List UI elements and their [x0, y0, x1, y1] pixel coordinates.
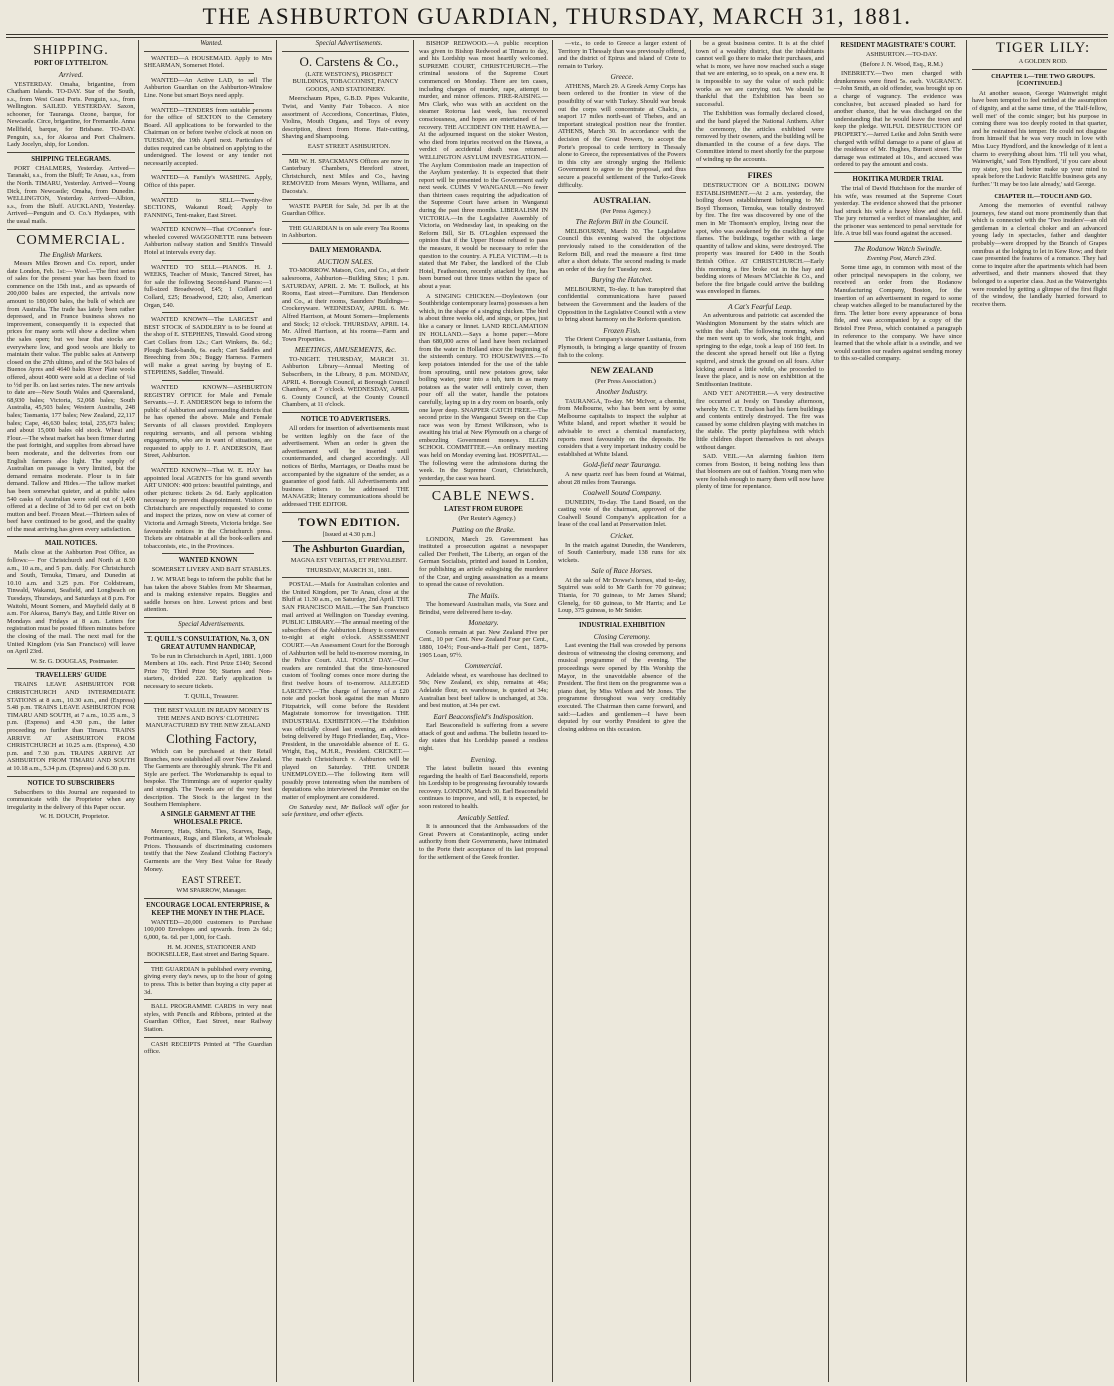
wanted-known-heading: WANTED KNOWN	[178, 557, 238, 565]
column-shipping	[4, 40, 138, 1382]
column-divider	[828, 40, 829, 1382]
travellers-heading: TRAVELLERS' GUIDE	[35, 672, 107, 680]
waste-paper-ad: WASTE PAPER for Sale, 3d. per lb at the Guardian Office.	[282, 202, 409, 218]
monetary-heading: Monetary.	[468, 618, 499, 628]
cricket-text: In the match against Dunedin, the Wanderers, of South Canterbury, made 138 runs for six wickets.	[558, 541, 686, 564]
special-ads-heading: Special Advertisements.	[315, 40, 383, 47]
dateline: THURSDAY, MARCH 31, 1881.	[306, 566, 392, 574]
column-special-ads	[279, 40, 412, 1382]
another-industry-heading: Another Industry.	[596, 387, 648, 397]
latest-europe-heading: LATEST FROM EUROPE	[444, 506, 523, 514]
reform-heading: The Reform Bill in the Council.	[575, 217, 669, 227]
frozen-fish-heading: Frozen Fish.	[603, 325, 641, 335]
travellers-text: TRAINS LEAVE ASHBURTON FOR CHRISTCHURCH AND INTERMEDIATE STATIONS at 8 a.m., 10.30 a.m., and (Express) 5.48 p.m. TRAINS LEAVE ASHBURTON FOR TIMARU AND SOUTH, at 7 a.m., 10.35 a.m., 3 p.m. (Express) and 4.30 p.m., the latter proceeding no further than Timaru. TRAINS ARRIVE AT ASHBURTON FROM CHRISTCHURCH at 10.25 a.m. (Express), 4.30 p.m. and 7.30 p.m. TRAINS ARRIVE AT ASHBURTON FROM TIMARU AND SOUTH at 10.18 a.m., 5.34 p.m. (Express) and 6.30 p.m.	[7, 681, 135, 772]
jones-sign: H. M. JONES, STATIONER AND BOOKSELLER, East street and Baring Square.	[147, 943, 269, 959]
commercial-cable-text: Adelaide wheat, ex warehouse has declined to 50s; New Zealand, ex ship, remains at 46s; Adelaide flour, ex warehouse, is quoted at 34s; Australian best beef tallow is unchanged, at 33s. and best mutton, at 34s per cwt.	[419, 671, 548, 710]
auction-text: TO-MORROW. Matson, Cox, and Co., at their salesrooms, Ashburton—Building Sites; 1 p.m. SATURDAY, APRIL 2. Mr. T. Bullock, at his Rooms, East street—Furniture. Dan Henderson and Co., at their rooms, Saunders' Buildings—Crockeryware. WEDNESDAY, APRIL 6. Mr. Alfred Harrison, at Mount Somers—Implements and Stock; 12 o'clock. THURSDAY, APRIL 14. Mr. Alfred Harrison, at his rooms—Farm and Town Properties.	[282, 267, 409, 343]
rm-court-heading: RESIDENT MAGISTRATE'S COURT.	[840, 42, 956, 49]
coalwell-heading: Coalwell Sound Company.	[582, 488, 662, 498]
wanted-ad: WANTED TO SELL—PIANOS. H. J. WEEKS, Teacher of Music, Tancred Street, has for sale the following Second-hand Pianos:—1 full-sized Broadwood, £45; 1 Collard and Collard, £25; Broadwood, £20; also, American Organ, £40.	[144, 263, 272, 309]
wanted-ad: WANTED—A HOUSEMAID. Apply to Mrs SHEARMAN, Somerset Hotel.	[144, 54, 272, 70]
industrial-exhibition-heading: INDUSTRIAL EXHIBITION	[579, 621, 665, 629]
wanted-ad: WANTED—TENDERS from suitable persons for the office of SEXTON to the Cemetery Board. All applications to be forwarded to the Chairman on or before twelve o'clock at noon on TUESDAY, the 19th April next. Particulars of duties required can be obtained on applying to the undersigned. The lowest or any tender not necessarily accepted.	[144, 106, 272, 167]
evening-text: The latest bulletin issued this evening regarding the health of Earl Beaconsfield, reports his Lordship to be progressing favourably towards recovery. LONDON, March 30. Earl Beaconsfield continues to improve, and will, it is expected, be soon restored to health.	[419, 765, 548, 811]
fire-ivesly-text: AND YET ANOTHER.—A very destructive fire occurred at Ivesly on Tuesday afternoon, whereby Mr. C. T. Dudson had his farm buildings and contents entirely destroyed. The fire was caused by some children playing with matches in the stable. The pretty playfulness with which little children disport themselves is not always without danger.	[696, 390, 824, 451]
commercial-cable-heading: Commercial.	[464, 661, 503, 671]
top-rule-double	[6, 37, 1108, 38]
motto: MAGNA EST VERITAS, ET PREVALEBIT.	[290, 557, 408, 565]
closing-ceremony-heading: Closing Ceremony.	[593, 631, 651, 641]
east-street-heading: EAST STREET.	[181, 875, 242, 886]
editorial-footnote: On Saturday next, Mr Bullock will offer for sale furniture, and other effects.	[282, 803, 409, 819]
editorial-text: POSTAL.—Mails for Australian colonies and the United Kingdom, per Te Anau, close at the Bluff at 11.30 a.m., on Saturday, 2nd April. THE SAN FRANCISCO MAIL.—The San Francisco mail arrived at Wellington on Tuesday evening. PUBLIC LIBRARY.—The annual meeting of the subscribers of the Ashburton Library is convened to-night at eight o'clock. ASSESSMENT COURT.—An Assessment Court for the Borough of Ashburton will be held to-morrow morning, in the Police Court. ALL FOOLS' DAY.—Our readers are reminded that the time-honoured custom of 'fooling' comes once more during the first twelve hours of to-morrow. ALLEGED LARCENY.—The charge of larceny of a £20 note and pocket book against the man Munro Fitzpatrick, will come before the Resident Magistrate tomorrow for investigation. THE INDUSTRIAL EXHIBITION.—The Exhibition was officially closed last evening, an address being delivered by Hugo Friedlander, Esq., Vice-President, in the unavoidable absence of E. G. Wright, Esq., M.H.R., President. CRICKET.—The match Christchurch v. Ashburton will be played on Saturday. THE UNDER UNEMPLOYED.—The following item will possibly prove interesting when the numbers of deputations who interviewed the Premier on the matter of employment are considered.	[282, 581, 409, 801]
cat-leap-text: An adventurous and patriotic cat ascended the Washington Monument by the stairs which are within the shaft. The following morning, when the men went up to work, she took fright, and springing to the edge, took a leap of 160 feet. In the descent she spread herself out like a flying squirrel, and struck the ground on all fours. After kicking around a little while, she proceeded to leave the place, and is now on exhibition at the Smithsonian Institute.	[696, 312, 824, 388]
clothing-text: Which can be purchased at their Retail Branches, now established all over New Zealand. The Garments are thoroughly shrunk. The Fit and Style are perfect. The Workmanship is equal to bespoke. The Trimmings are of superior quality and strength. The Tweeds are of the very best description. The Stock is the largest in the Southern Hemisphere.	[144, 747, 272, 809]
programme-ad: BALL PROGRAMME CARDS in very neat styles, with Pencils and Ribbons, printed at the Guardian Office, East Street, near Railway Station.	[144, 1003, 272, 1033]
notice-advertisers-heading: NOTICE TO ADVERTISERS.	[300, 415, 391, 423]
frozen-fish-text: The Orient Company's steamer Lusitania, from Plymouth, is bringing a large quantity of frozen fish to the colony.	[558, 336, 686, 359]
story-text: At another season, George Wainwright might have been tempted to feel nettled at the assumption of dignity, and at the same time, of the 'Half-fellow, well met' of the comic singer; but his purpose in coming there was too deeply rooted in that quarter, and he restrained his temper. He could not disguise from himself that he was very much in love with Miss Lucy Hyndford, and the knowledge of it lent a charm to everything about him. 'I'll tell you what, Wainwright,' said Tom Hyndford, 'if you care about my sister, you had better make up your mind to speak before the Ludovic Ratcliffe business gets any further.' 'It may be too late already,' said George.	[972, 89, 1107, 188]
markets-heading: The English Markets.	[39, 249, 103, 259]
wanted-ad: WANTED KNOWN—That W. E. HAY has appointed local AGENTS for his grand seventh ART UNION: 400 prizes: beautiful paintings, and other pictures: tickets 2s 6d. Early application necessary to prevent disappointment. Visitors to Christchurch are respectfully requested to come and inspect the prizes, now on view at corner of Victoria and Armagh Streets, Victoria bridge. See favourable notices in the Christchurch press. Tickets are obtainable at all the book-sellers and tobacconists, etc., in the Provinces.	[144, 466, 272, 550]
story-title: TIGER LILY:	[995, 40, 1091, 56]
column-serial-story	[969, 40, 1110, 1382]
hatchet-text: MELBOURNE, To-day. It has transpired that confidential communications have passed between the Government and the leaders of the Opposition in the Legislative Council with a view to bring about harmony on the Reform question.	[558, 285, 686, 324]
greece-text: ATHENS, March 29. A Greek Army Corps has been ordered to the frontier in view of the possibility of war with Turkey. Should war break out the corps will concentrate at Chalcis, a seaport 17 miles north-east of Thebes, and an important strategical position near the frontier. ATHENS, March 30. In accordance with the decision of the Great Powers, to accept the Porte's proposal to cede territory in Thessaly alone to Greece, the representatives of the Powers in this city are strongly urging the Hellenic Government to agree to the proposal, and thus secure a peaceful settlement of the Turko-Greek difficulty.	[558, 82, 686, 189]
coalwell-text: DUNEDIN, To-day. The Land Board, on the casting vote of the chairman, approved of the Coalwell Sound Company's application for a lease of the coal land at Preservation Inlet.	[558, 498, 686, 529]
exhibition-text: be a great business centre. It is at the chief town of a wealthy district, that the inhabitants cannot well go there to make their purchases, and what is more, we have now reached such a stage that we are entering, so to speak, on a new era. It is impossible to say the value of such public works as we are carrying out. We should be thankful that the Exhibition has been so successful.	[696, 40, 824, 108]
carstens-text: Meerschaum Pipes, G.B.D. Pipes Vulcanite, Twist, and Vanity Fair Tobacco. A nice assortment of Accordions, Concertinas, Flutes, Violins, Mouth Organs, and Toys of every description, direct from Home. Hair-cutting, Shaving and Shampooing.	[282, 95, 409, 141]
story-text-2: Among the memories of eventful railway journeys, few stand out more prominently than that which is connected with the 'Two insiders'—an old gentleman in a clerical choker and an advanced young lady in spectacles, father and daughter probably—were dropped by the Branch of Grapes omnibus at the lodging to let in Kew Row; and their case presented the features of a romance. They had come to inquire after the apartments which had been advertised, and their manners showed that they belonged to a superior class. Just as the Wainwrights were rounded by getting a glimpse of the first flight of the window, the landlady hurried forward to receive them.	[972, 202, 1107, 308]
notice-subscribers-text: Subscribers to this Journal are requested to communicate with the Proprietor when any irregularity in the delivery of this Paper occur.	[7, 788, 135, 811]
news-text-2: A SINGING CHICKEN.—Doylestown (our Southbridge contemporary learns) possesses a hen which, in the shape of a singing chicken. The bird is about three weeks old, and sings, or pipes, just like a canary or linnet. LAND RECLAMATION IN HOLLAND.—Says a home paper:—More than 680,000 acres of land have been reclaimed from the water in Holland since the beginning of the sixteenth century. TO HOUSEWIVES.—To keep potatoes intended for the use of the table from sprouting, until new potatoes grow, take boiling water, pour into a tub, turn in as many potatoes as the water will entirely cover, then pour off all the water, handle the potatoes carefully, laying up in a dry room on boards, only one layer deep. SNAPPER CATCH FREE.—The second prize in the Wanganui Sweep on the Cup race was won by Ernest Wilkinson, who is awaiting his trial at New Plymouth on a charge of embezzling Government moneys. ELGIN SCHOOL COMMITTEE.—An ordinary meeting was held on Monday evening last. HOSPITAL.—The following were the admissions during the week. In the Supreme Court, Christchurch, yesterday, the case was heard.	[419, 292, 548, 482]
fires-text: DESTRUCTION OF A BOILING DOWN ESTABLISHMENT.—At 2 a.m. yesterday, the boiling down establishment belonging to Mr. Boyd Thomson, Temuka, was totally destroyed by fire. The fire was discovered by one of the men in Mr Thomson's employ, living near the spot, who was awakened by the crackling of the flames. The buildings, together with a large quantity of tallow and skins, were destroyed. The property was insured for £400 in the South British Office. AT CHRISTCHURCH.—Early this morning a fire broke out in the hay and bedding stores of Messrs M'Clatchie & Co., and before the fire brigade could arrive the building was enveloped in flames.	[696, 182, 824, 296]
carstens-title: O. Carstens & Co.,	[299, 53, 399, 69]
meetings-text: TO-NIGHT. THURSDAY, MARCH 31. Ashburton Library—Annual Meeting of Subscribers, in the Library, 8 p.m. MONDAY, APRIL 4. Borough Council, at Borough Council Chambers, at 7 o'clock. WEDNESDAY, APRIL 6. County Council, at the County Council Chambers, at 11 o'clock.	[282, 355, 409, 409]
issued-time: [Issued at 4.30 p.m.]	[322, 530, 376, 538]
mails-heading: The Mails.	[467, 590, 500, 600]
column-divider	[690, 40, 691, 1382]
east-street-ashburton: EAST STREET ASHBURTON.	[307, 142, 391, 150]
telegrams-heading: SHIPPING TELEGRAMS.	[31, 155, 111, 163]
hokitika-heading: HOKITIKA MURDER TRIAL	[852, 175, 944, 183]
cricket-heading: Cricket.	[610, 531, 634, 540]
race-horses-heading: Sale of Race Horses.	[591, 566, 653, 576]
town-edition-title: TOWN EDITION.	[297, 514, 401, 529]
putting-brake-heading: Putting on the Brake.	[451, 525, 516, 535]
hatchet-heading: Burying the Hatchet.	[591, 275, 653, 285]
evening-post-credit: Evening Post, March 23rd.	[867, 254, 936, 262]
proprietor-sign: W. H. DOUCH, Proprietor.	[39, 813, 110, 821]
markets-text: Messrs Miles Brown and Co. report, under date London, Feb. 1st:— Wool.—The first series of sales for the present year has been fixed to commence on the 15th inst., and as upwards of 200,000 bales are expected, the arrivals now amount to 180,000 bales, the bulk of which are from Australia. The trade has lately been rather depressed, and in France business shows no improvement, consequently it is expected that prices for many sorts will show a decline when the sales open; but we hear that stocks are everywhere low, and good wools are likely to maintain their value. The public sales at Antwerp closed on the 27th ultimo, and of the 563 bales of Buenos Ayres and 4640 bales River Plate wools offered, about 4000 were sold at a decline of ¼d to ½d per lb. on last series rates. The new arrivals to date are—New South Wales and Queensland, 68,930 bales; Victoria, 52,068 bales; South Australia, 45,503 bales; Western Australia, 248 bales; Tasmania, 177 bales; New Zealand, 22,117 bales; Cape, 46,630 bales; total, 235,673 bales; and about 15,000 bales old stock. Wheat and Flour.—The wheat market has been firmer during the past fortnight, and supplies from abroad have been moderate, and the deliveries from our English farmers also light. The supply of Australian on passage is very limited, but the demand remains moderate. Flour is in fair demand. Tallow and Hides.—The tallow market has been somewhat quieter, and at public sales 540 casks of Australian were sold out of 1,400 offered at a decline of 3d to 6d per cwt on both mutton and beef. Frozen Meat.—Thirteen sales of beef have continued to be good, and the quality of the meat arriving has given every satisfaction.	[7, 260, 135, 533]
column-divider	[966, 40, 967, 1382]
amicably-text: It is announced that the Ambassadors of the Great Powers at Constantinople, acting under authority from their Governments, have intimated to the Porte their acceptance of its last proposal for the settlement of the Greek frontier.	[419, 823, 548, 861]
encourage-heading: ENCOURAGE LOCAL ENTERPRISE, & KEEP THE MONEY IN THE PLACE.	[146, 901, 270, 917]
spackman-ad: MR W. H. SPACKMAN'S Offices are now in Canterbury Chambers, Hereford street, Christchurch, next Miles and Co., having REMOVED from Messrs Wynn, Williams, and Dacosta's.	[282, 157, 409, 195]
reform-text: MELBOURNE, March 30. The Legislative Council this evening waived the objections previously raised to the consideration of the Reform Bill, and read the measure a first time after a short debate. The second reading is made an order of the day for Tuesday next.	[558, 227, 686, 273]
quill-heading: T. QUILL'S CONSULTATION, No. 3, ON GREAT AUTUMN HANDICAP,	[146, 635, 270, 651]
swindle-text: Some time ago, in common with most of the other principal newspapers in the colony, we received an order from the Rodanow Manufacturing Company, Boston, for the insertion of an advertisement in regard to some cheap watches alleged to be manufactured by the firm. The letter bore every appearance of bona fide, and was accompanied by a copy of the Bristol Free Press, which contained a paragraph in reference to the company. We have since learned that the whole affair is a swindle, and we would caution our readers against sending money to this so-called company.	[834, 264, 962, 363]
story-subtitle: A GOLDEN ROD.	[1018, 58, 1068, 65]
arrived-heading: Arrived.	[58, 70, 84, 79]
earl-text: Earl Beaconsfield is suffering from a severe attack of gout and asthma. The bulletin issued to-day states that his Lordship passed a restless night.	[419, 722, 548, 752]
notice-subscribers-heading: NOTICE TO SUBSCRIBERS	[27, 779, 115, 787]
memoranda-heading: DAILY MEMORANDA.	[309, 246, 382, 254]
somerset-title: SOMERSET LIVERY AND BAIT STABLES.	[151, 566, 272, 574]
shipping-heading: SHIPPING.	[33, 43, 109, 58]
sparrow-sign: WM SPARROW, Manager.	[176, 887, 247, 895]
chapter-two-heading: CHAPTER II.—TOUCH AND GO.	[994, 192, 1092, 200]
column-exhibition-fires	[693, 40, 827, 1382]
wanted-ad: WANTED KNOWN—ASHBURTON REGISTRY OFFICE for Male and Female Servants.—J. F. ANDERSON begs to inform the public of Ashburton and surrounding districts that he has opened the above. Male and Female Servants of all classes provided. Employers requiring servants, and all persons wishing engagements, who are in want of situations, are requested to apply to J. F. ANDERSON, East Street, Ashburton.	[144, 383, 272, 460]
somerset-text: J. W. M'RAE begs to inform the public that he has taken the above Stables from Mr Shearman, and is making extensive repairs. Buggies and saddle horses on hire. Lowest prices and best attention.	[144, 576, 272, 614]
another-industry-text: TAURANGA, To-day. Mr McIvor, a chemist, from Melbourne, who has been sent by some Melbourne capitalists to inspect the sulphur at White Island, and report whether it would be advisable to erect a chemical manufactory, reports most favourably on the deposits. He considers that a very important industry could be established at White Island.	[558, 397, 686, 458]
column-news-cable	[416, 40, 551, 1382]
goldfield-heading: Gold-field near Tauranga.	[583, 460, 661, 470]
column-divider	[552, 40, 553, 1382]
chapter-one-heading: CHAPTER I.—THE TWO GROUPS. [CONTINUED.]	[991, 72, 1095, 88]
closing-ceremony-text: Last evening the Hall was crowded by persons desirous of witnessing the closing ceremony, and musical programme of the evening. The proceedings were opened by His Worship the Mayor, in the unavoidable absence of the President. The first item on the programme was a piano duet, by Miss Wilson and Mr Jones. The programme throughout was very creditably executed. The Chairman then came forward, and said:—Ladies and gentlemen—I have been deputed by our worthy President to give the closing address on this occasion.	[558, 642, 686, 733]
mails-text: The homeward Australian mails, via Suez and Brindisi, were delivered here to-day.	[419, 601, 548, 616]
monetary-text: Consols remain at par. New Zealand Five per Cent., 10 per Cent. New Zealand Four per Cent., 1880, 104½; Four-and-a-Half per Cent., 1879-1905 Loan, 97½.	[419, 628, 548, 659]
swindle-heading: The Rodanow Watch Swindle.	[853, 244, 942, 254]
reuter-credit: (Per Reuter's Agency.)	[458, 515, 516, 523]
receipts-ad: CASH RECEIPTS Printed at "The Guardian office.	[144, 1040, 272, 1056]
guardian-sale-ad: THE GUARDIAN is on sale every Tea Rooms in Ashburton.	[282, 224, 409, 240]
column-divider	[413, 40, 414, 1382]
quill-text: To be run in Christchurch in April, 1881. 1,000 Members at 10s. each. First Prize £140; Second Prize 70; Third Prize 50; Starters and Non-starters, divided 220. Early application is necessary to secure tickets.	[144, 652, 272, 690]
australian-heading: AUSTRALIAN.	[593, 196, 651, 206]
wanted-ad: WANTED to SELL—Twenty-five SECTIONS, Wakanui Road; Apply to FANNING, Tent-maker, East Street.	[144, 196, 272, 219]
press-association-credit: (Per Press Association.)	[595, 377, 656, 385]
greek-frontier-text: —viz., to cede to Greece a larger extent of Territory in Thessaly than was previously offered, and the district of Epirus and island of Crete to remain to Turkey.	[558, 40, 686, 70]
wanted-ad: WANTED—An Active LAD, to sell The Ashburton Guardian on the Ashburton-Winslow Line. None but smart Boys need apply.	[144, 76, 272, 99]
court-text: INEBRIETY.—Two men charged with drunkenness were fined 5s. each. VAGRANCY.—John Smith, an old offender, was brought up on a charge of vagrancy. The evidence was conclusive, but accused pleaded so hard for another chance, that he was discharged on the understanding that he would leave the town and keep the pledge. WILFUL DESTRUCTION OF PROPERTY.—Jarred Leike and John Smith were charged with wilful damage to a pane of glass at the residence of Mr. Hughes, Burnett street. The damage was estimated at 10s., and accused was ordered to pay the amount and costs.	[834, 70, 962, 169]
hokitika-text: The trial of David Hutchison for the murder of his wife, was resumed at the Supreme Court yesterday. The evidence showed that the prisoner had struck his wife a heavy blow and she fell. The jury returned a verdict of manslaughter, and the prisoner was sentenced to penal servitude for life. A true bill was found against the accused.	[834, 184, 962, 238]
mail-heading: MAIL NOTICES.	[44, 540, 98, 548]
special-ads-heading: Special Advertisements.	[178, 620, 245, 628]
mail-text: Mails close at the Ashburton Post Office, as follows:— For Christchurch and North at 8.30 a.m., 10 a.m., and 5 p.m. daily. For Christchurch and South, Temuka, Timaru, and Dunedin at 10.10 a.m. and 3.25 p.m. For Coldstream, Tinwald, Wakanui, Seafield, and Longbeach on Tuesdays, Thursdays, and Saturdays at 8 p.m. For Waitohi, Mount Somers, and Mayfield daily at 8 a.m. For Akaroa, Barry's Bay, and Little River on Mondays and Fridays at 8 a.m. Letters for registration must be posted fifteen minutes before the closing of the mail. The next mail for the United Kingdom (via San Francisco) will leave on April 23rd.	[7, 549, 135, 656]
masthead: THE ASHBURTON GUARDIAN, THURSDAY, MARCH 31, 1881.	[202, 4, 912, 29]
amicably-heading: Amicably Settled.	[457, 812, 510, 822]
encourage-text: WANTED—20,000 customers to Purchase 100,000 Envelopes and upwards. from 2s 6d.; 6,000, 6s. 6d. per 1,000, for Cash.	[144, 918, 272, 942]
clothing-factory-title: Clothing Factory,	[166, 730, 257, 746]
magistrate-line: (Before J. N. Wood, Esq., R.M.)	[860, 60, 943, 68]
cat-leap-heading: A Cat's Fearful Leap.	[728, 301, 792, 311]
meetings-heading: MEETINGS, AMUSEMENTS, &c.	[294, 345, 397, 355]
wanted-heading: Wanted.	[200, 40, 223, 47]
telegrams-text: PORT CHALMERS, Yesterday. Arrived—Taranaki, s.s., from the Bluff; Te Anau, s.s., from the North. TIMARU, Yesterday. Arrived—Young Dick, from Newcastle; Omaha, from Dunedin. WELLINGTON, Yesterday. Arrived—Albion, s.s., from the Bluff. AUCKLAND, Yesterday. Arrived—Penguin and O. Co.'s Hydaspes, with the usual mails.	[7, 164, 135, 225]
exhibition-text-2: The Exhibition was formally declared closed, and the band played the National Anthem. After the ceremony, the articles exhibited were removed by their owners, and the building will be dismantled in the course of a few days. The Committee intend to meet shortly for the purpose of winding up the accounts.	[696, 110, 824, 163]
single-garment-text: Mercery, Hats, Shirts, Ties, Scarves, Bags, Portmanteaux, Rugs, and Blankets, at Wholesale Prices. Thousands of discriminating customers testify that the New Zealand Clothing Factory's Garments are the Very Best Value for Ready Money.	[144, 827, 272, 873]
press-agency-credit: (Per Press Agency.)	[600, 207, 651, 215]
fashion-text: SAD. VEIL.—An alarming fashion item comes from Boston, it being nothing less than that bloomers are out of fashion. Young men who were foolish enough to marry them will now have plenty of time for repentance.	[696, 453, 824, 491]
single-garment-heading: A SINGLE GARMENT AT THE WHOLESALE PRICE.	[160, 810, 256, 826]
earl-heading: Earl Beaconsfield's Indisposition.	[433, 711, 534, 721]
auction-heading: AUCTION SALES.	[317, 256, 374, 266]
greece-heading: Greece.	[610, 72, 634, 82]
quill-sign: T. QUILL, Treasurer.	[184, 692, 239, 700]
goldfield-text: A new quartz reef has been found at Waimai, about 28 miles from Tauranga.	[558, 470, 686, 486]
top-rule	[6, 34, 1108, 35]
postmaster-sign: W. Sr. G. DOUGLAS, Postmaster.	[30, 657, 119, 665]
notice-advertisers-text: All orders for insertion of advertisements must be written legibly on the face of the advertisement. When an order is given the advertisement will be inserted until countermanded, and charged accordingly. All notices of Births, Marriages, or Deaths must be accompanied by the signature of the sender, as a guarantee of good faith. All Advertisements and business letters to be addressed THE MANAGER; literary communications should be addressed THE EDITOR.	[282, 424, 409, 508]
wanted-ad: WANTED KNOWN—The LARGEST and BEST STOCK of SADDLERY is to be found at the shop of E. STEPHENS, Tinwald. Good strong Cart Collars from 12s.; Cart Winkers, 8s. 6d.; Plough Back-bands, 6s. each; Cart Saddles and Breeching from 30s.; Buggy Harness. Farmers will make a great saving by buying of E. STEPHENS, Saddler, Tinwald.	[144, 316, 272, 377]
port-heading: PORT OF LYTTELTON.	[34, 60, 108, 67]
paper-title: The Ashburton Guardian,	[293, 544, 405, 556]
race-horses-text: At the sale of Mr Dowse's horses, stud to-day, Squirrel was sold to Mr Garth for 70 guineas; Titania, for 70 guineas, to Mr James Shand; Glenelg, for 60 guineas, to Mr Harris; and Le Loup, 375 guineas, to Mr Snider.	[558, 576, 686, 615]
cable-news-heading: CABLE NEWS.	[431, 489, 536, 505]
cable-text: LONDON, March 29. Government has instituted a prosecution against a newspaper called Der Freiheit, The Liberty, an organ of the German Socialists, printed and issued in London, for publishing an article eulogising the murderer of the Czar, and urging assassination as a means to spread the cause of revolution.	[419, 535, 548, 589]
column-foreign-news	[555, 40, 689, 1382]
new-zealand-heading: NEW ZEALAND	[590, 366, 654, 376]
ashburton-today: ASHBURTON.—TO-DAY.	[865, 51, 938, 58]
column-wanted	[141, 40, 275, 1382]
arrived-text: YESTERDAY. Omaha, brigantine, from Chatham Islands. TO-DAY. Star of the South, s.s., from West Coast Ports. Penguin, s.s., from Wellington. SAILED. YESTERDAY. Saxon, schooner, for Tauranga. Ozone, barque, for Newcastle. Circe, brigantine, for Fremantle. Anna Mellfield, barque, for Brisbane. TO-DAY. Penguin, s.s., for Akaroa and Port Chalmers. Lady Jocelyn, ship, for London.	[7, 80, 135, 149]
wanted-ad: WANTED KNOWN—That O'Connor's four-wheeled covered WAGGONETTE runs between Ashburton railway station and Smith's Tinwald Hotel at intervals every day.	[144, 226, 272, 257]
news-text: BISHOP REDWOOD.—A public reception was given to Bishop Redwood at Timaru to day, and his Lordship was most heartily welcomed. SUPREME COURT, CHRISTCHURCH.—The criminal sessions of the Supreme Court commenced on Monday. There are ten cases, including charges of murder, rape, attempt to murder, and minor offences. FIRE-RAISING.—Mrs Clark, who was with an accident on the steamer Rotorua last week, has recovered consciousness, and hopes are entertained of her recovery. THE ACCIDENT ON THE HAWEA.—At the adjourned inquest on the stoker Weston, who died from injuries received on the Hawea, a verdict of accidental death was returned. WELLINGTON ASYLUM INVESTIGATION.—The Asylum Commission made an inspection of the Asylum yesterday. It is expected that their report will be presented to the Government early next week. CUIMS V WANGANUI.—No fewer than thirteen cases requiring the adjudication of the Supreme Court have arisen in Wanganui during the past three months. LIBERALISM IN VICTORIA.—In the Legislative Assembly of Victoria, on Wednesday last, in speaking on the Reform Bill, Sir B. O'Loghlen expressed the opinion that if the Upper House refused to pass the measure, it would be necessary to refer the question to the country. A FLEA VICTIM.—It is stated that Mr Faber, the landlord of the Club Hotel, Featherston, recently attacked by fire, has been burned out three times within the space of about a year.	[419, 40, 548, 290]
column-divider	[138, 40, 139, 1382]
carstens-subtitle: (LATE WESTON'S), PROSPECT BUILDINGS, TOBACCONIST, FANCY GOODS, AND STATIONERY.	[292, 70, 399, 93]
wanted-ad: WANTED—A Family's WASHING. Apply, Office of this paper.	[144, 174, 272, 189]
best-value-heading: THE BEST VALUE IN READY MONEY IS THE MEN'S AND BOYS' CLOTHING MANUFACTURED BY THE NEW ZEALAND	[145, 707, 271, 730]
fires-heading: FIRES	[747, 170, 773, 180]
column-divider	[276, 40, 277, 1382]
guardian-ad: THE GUARDIAN is published every evening, giving every day's news, up to the hour of going to press. This is better than buying a city paper at 3d.	[144, 965, 272, 996]
evening-heading: Evening.	[470, 754, 497, 764]
column-court	[831, 40, 965, 1382]
commercial-heading: COMMERCIAL.	[16, 232, 126, 248]
